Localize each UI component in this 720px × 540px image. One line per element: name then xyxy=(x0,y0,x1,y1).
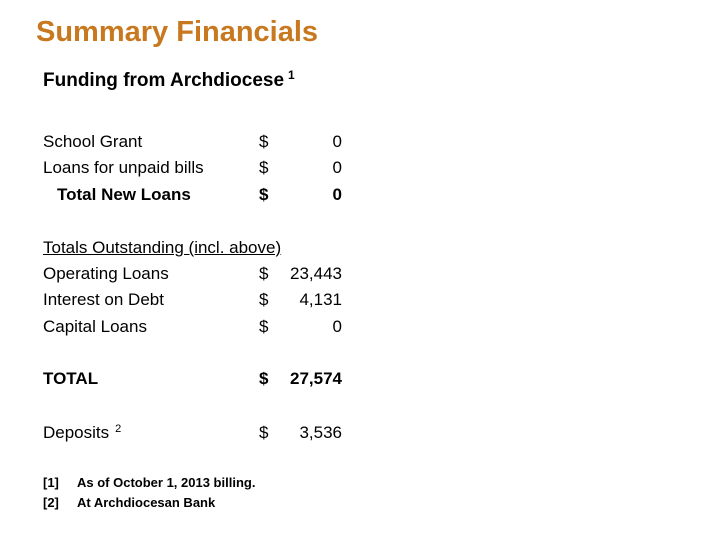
school-grant-currency: $ xyxy=(259,132,269,151)
footnote-1-marker: [1] xyxy=(43,475,59,490)
school-grant-value: 0 xyxy=(332,132,342,151)
deposits-label xyxy=(43,423,121,443)
funding-heading-text: Funding from Archdiocese xyxy=(43,70,285,91)
total-currency: $ xyxy=(259,369,269,388)
page-title: Summary Financials xyxy=(36,16,319,48)
footnote-1-text: As of October 1, 2013 billing. xyxy=(77,475,256,490)
footnote-ref-2: 2 xyxy=(115,423,122,435)
total-label: TOTAL xyxy=(43,369,99,388)
capital-loans-value: 0 xyxy=(332,317,342,336)
interest-on-debt-label: Interest on Debt xyxy=(43,290,164,309)
total-value: 27,574 xyxy=(290,369,342,388)
operating-loans-currency: $ xyxy=(259,264,269,283)
unpaid-bills-label: Loans for unpaid bills xyxy=(43,158,204,177)
footnote-2-marker: [2] xyxy=(43,495,59,510)
interest-on-debt-currency: $ xyxy=(259,290,269,309)
total-new-loans-currency: $ xyxy=(259,185,269,204)
footnote-ref-1: 1 xyxy=(288,68,295,82)
interest-on-debt-value: 4,131 xyxy=(299,290,342,309)
capital-loans-label: Capital Loans xyxy=(43,317,147,336)
funding-heading xyxy=(43,68,295,92)
outstanding-heading: Totals Outstanding (incl. above) xyxy=(43,238,282,257)
school-grant-label: School Grant xyxy=(43,132,143,151)
footnote-2-text: At Archdiocesan Bank xyxy=(77,495,216,510)
unpaid-bills-value: 0 xyxy=(332,158,342,177)
deposits-label-text: Deposits xyxy=(43,423,110,442)
unpaid-bills-currency: $ xyxy=(259,158,269,177)
footnote-1 xyxy=(43,475,255,490)
deposits-value: 3,536 xyxy=(299,423,342,442)
total-new-loans-label: Total New Loans xyxy=(57,185,191,204)
footnote-2 xyxy=(43,495,215,510)
operating-loans-value: 23,443 xyxy=(290,264,342,283)
operating-loans-label: Operating Loans xyxy=(43,264,169,283)
capital-loans-currency: $ xyxy=(259,317,269,336)
total-new-loans-value: 0 xyxy=(332,185,342,204)
deposits-currency: $ xyxy=(259,423,269,442)
